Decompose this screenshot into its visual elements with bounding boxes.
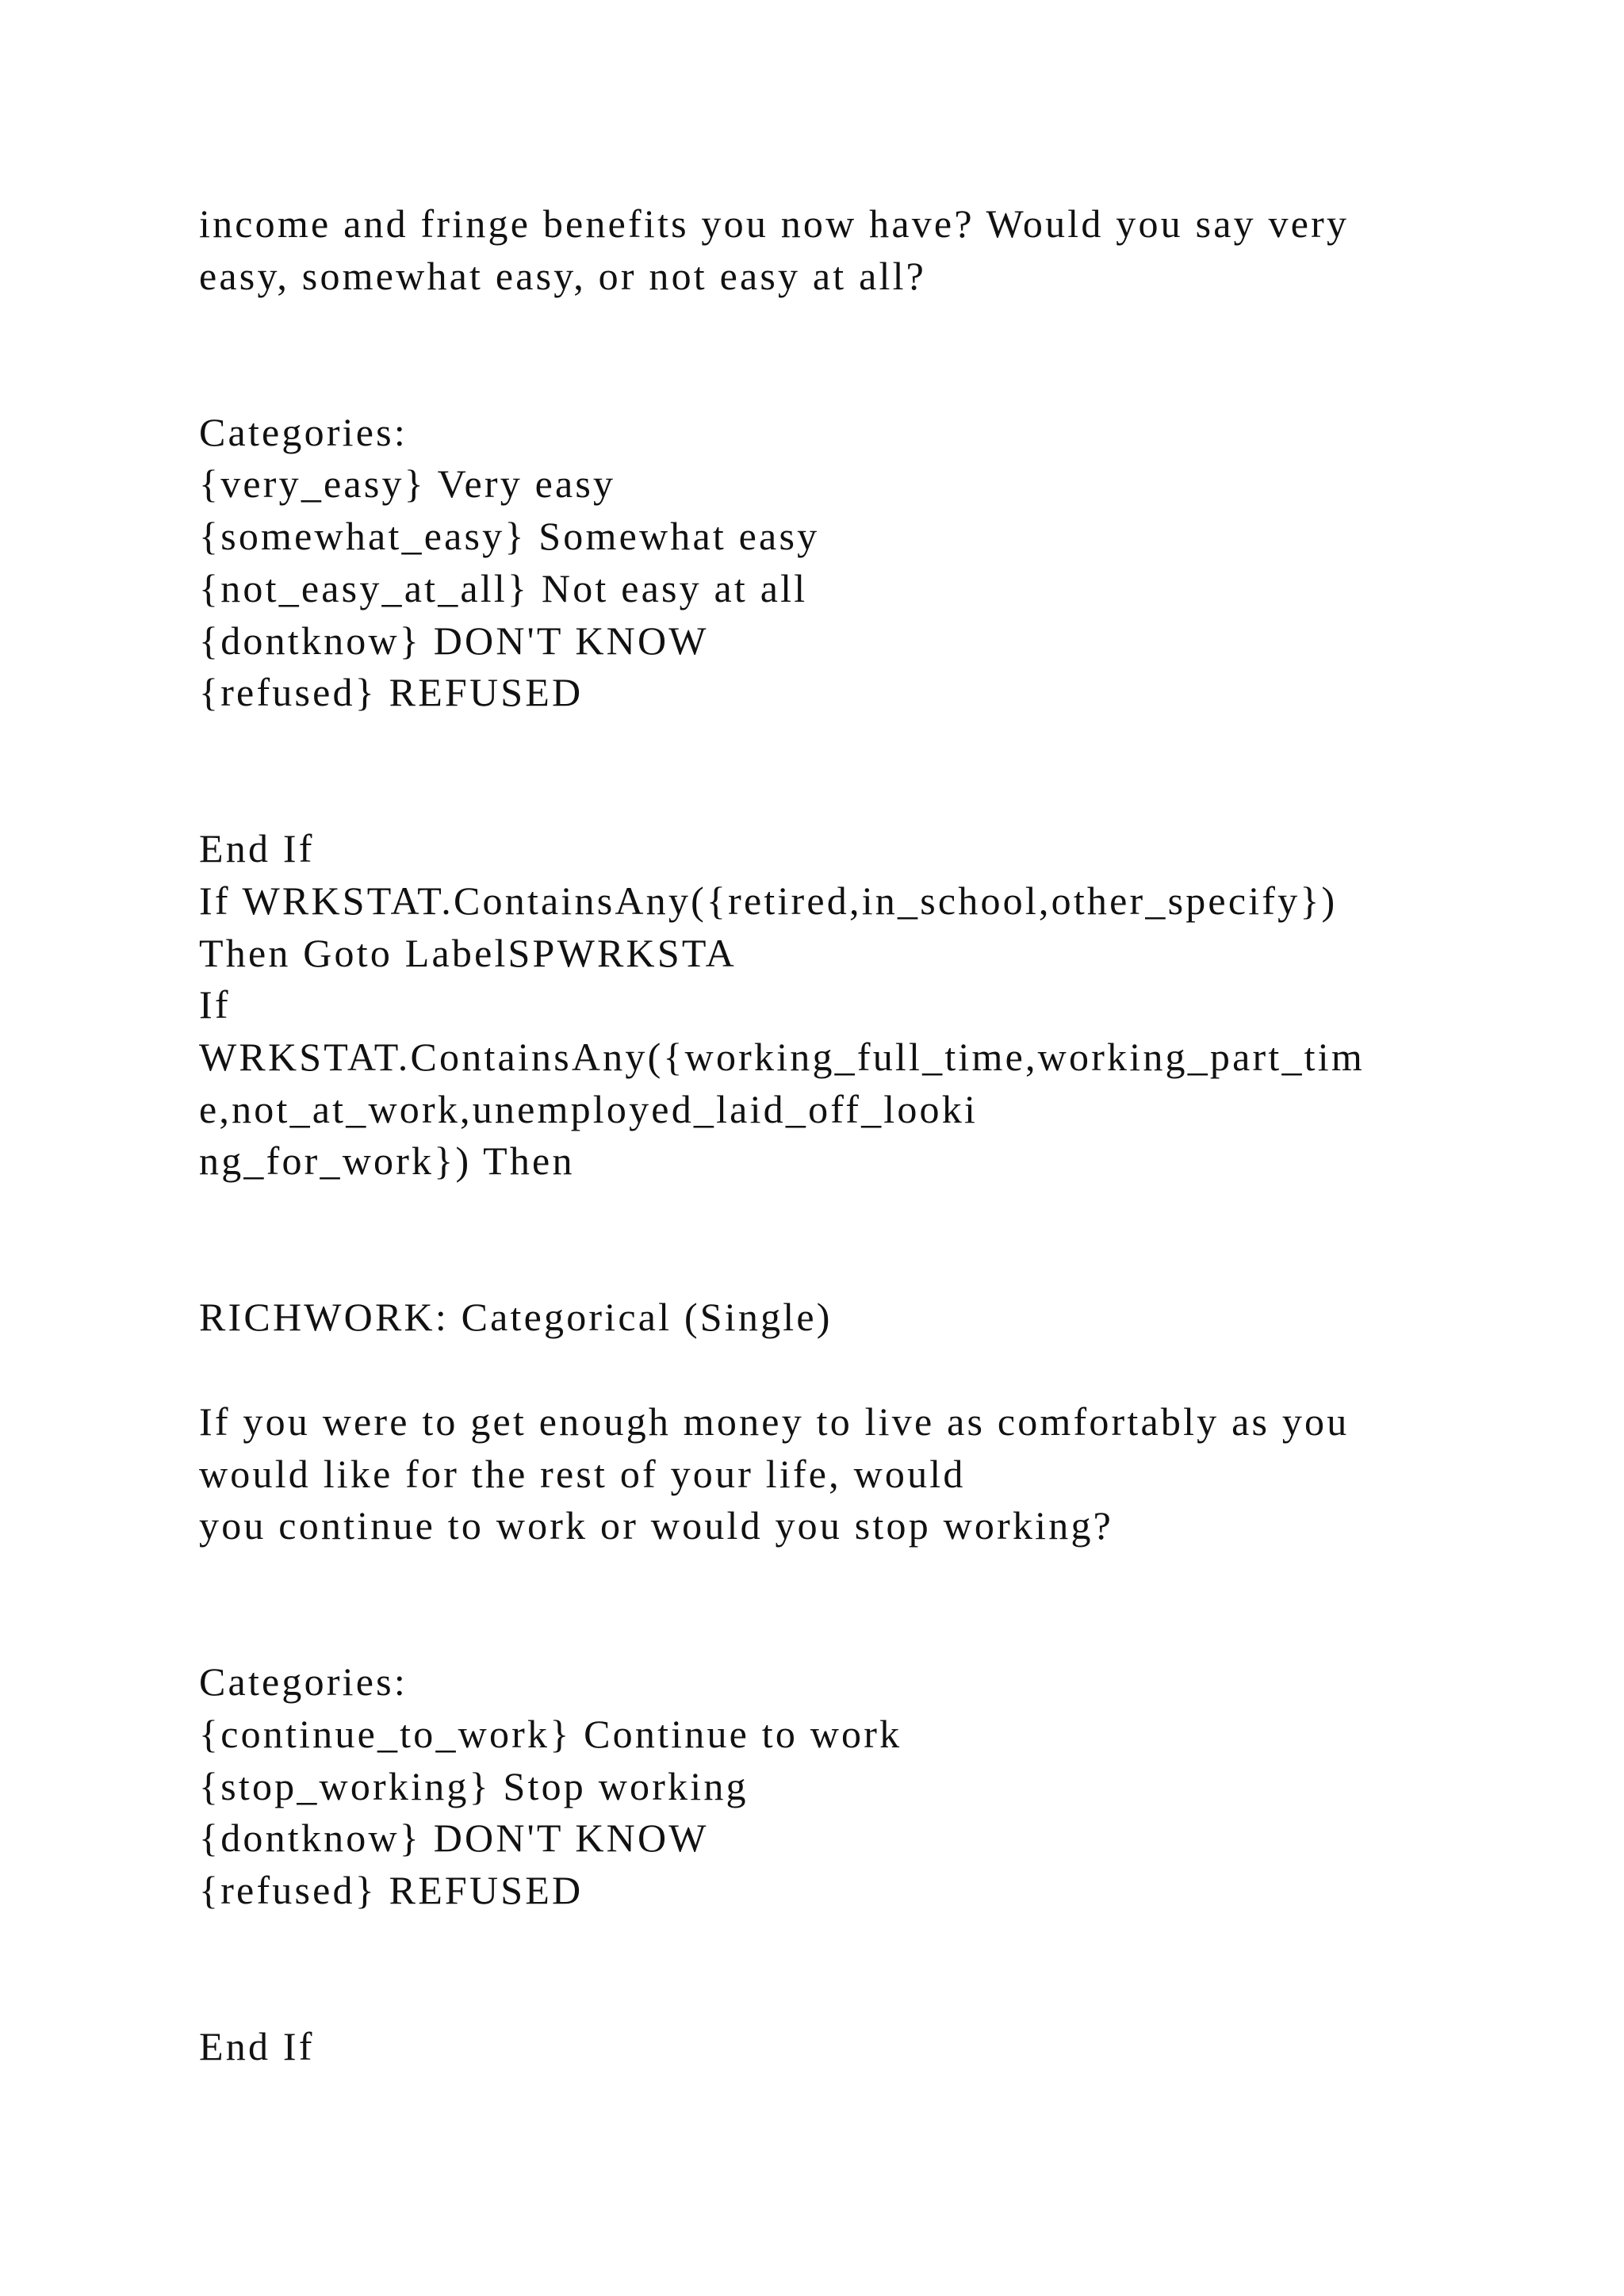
text-line: WRKSTAT.ContainsAny({working_full_time,working_part_tim	[199, 1035, 1365, 1079]
text-line: {continue_to_work} Continue to work	[199, 1711, 902, 1756]
text-line: Then Goto LabelSPWRKSTA	[199, 930, 737, 975]
text-line: easy, somewhat easy, or not easy at all?	[199, 253, 927, 298]
text-line: income and fringe benefits you now have? Would you say very	[199, 201, 1350, 246]
text-line: {somewhat_easy} Somewhat easy	[199, 514, 820, 559]
text-line: {stop_working} Stop working	[199, 1763, 749, 1808]
text-line: If WRKSTAT.ContainsAny({retired,in_school,other_specify})	[199, 878, 1338, 923]
blank-line	[199, 1344, 1545, 1396]
text-line: ng_for_work}) Then	[199, 1138, 575, 1184]
text-line: Categories:	[199, 1659, 408, 1705]
blank-line	[199, 1969, 1545, 2021]
blank-line	[199, 719, 1545, 771]
text-line: Categories:	[199, 409, 408, 454]
document-body	[199, 198, 1545, 2073]
text-line: {dontknow} DON'T KNOW	[199, 618, 709, 663]
text-line: {very_easy} Very easy	[199, 461, 616, 507]
text-line: If	[199, 982, 231, 1027]
blank-line	[199, 771, 1545, 824]
text-line: {refused} REFUSED	[199, 670, 584, 715]
text-line: End If	[199, 2024, 315, 2069]
blank-line	[199, 1240, 1545, 1292]
blank-line	[199, 354, 1545, 407]
blank-line	[199, 1552, 1545, 1605]
text-line: {refused} REFUSED	[199, 1868, 584, 1912]
blank-line	[199, 1917, 1545, 1969]
text-line: {not_easy_at_all} Not easy at all	[199, 565, 808, 610]
text-line: you continue to work or would you stop working?	[199, 1503, 1114, 1548]
blank-line	[199, 302, 1545, 354]
text-line: If you were to get enough money to live as comfortably as you	[199, 1399, 1350, 1444]
blank-line	[199, 1605, 1545, 1657]
text-line: {dontknow} DON'T KNOW	[199, 1816, 709, 1861]
text-line: e,not_at_work,unemployed_laid_off_looki	[199, 1086, 979, 1131]
text-line: RICHWORK: Categorical (Single)	[199, 1295, 833, 1340]
text-line: would like for the rest of your life, would	[199, 1451, 966, 1496]
text-line: End If	[199, 826, 315, 871]
blank-line	[199, 1188, 1545, 1240]
